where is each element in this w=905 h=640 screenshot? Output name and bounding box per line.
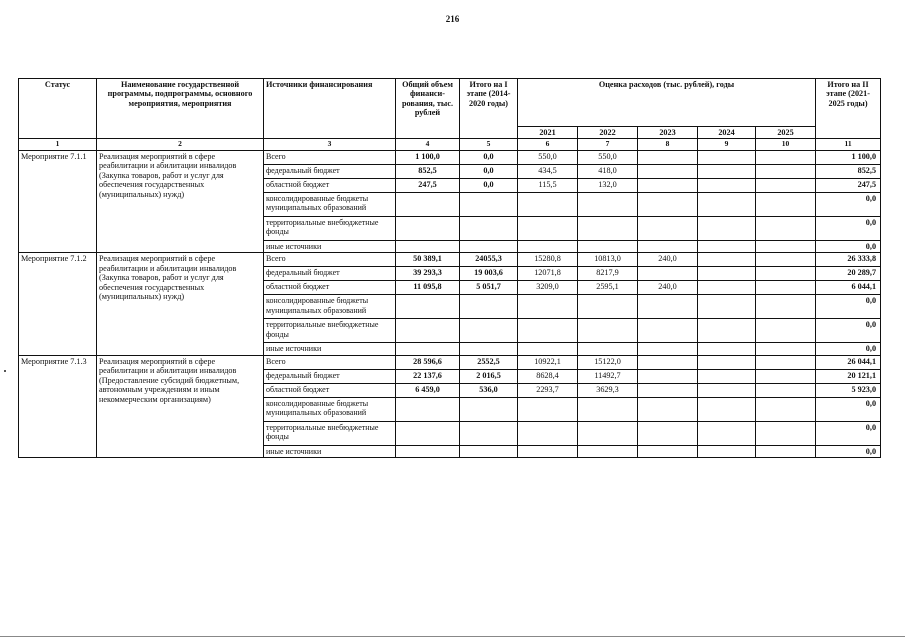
activity-status: Мероприятие 7.1.3	[19, 355, 97, 457]
cell-stage1	[460, 421, 518, 445]
cell-y2023	[638, 343, 698, 355]
cell-stage1: 2552,5	[460, 355, 518, 369]
cell-y2024	[698, 217, 756, 241]
financing-source: территориальные внебюджетные фонды	[264, 319, 396, 343]
cell-stage1: 0,0	[460, 165, 518, 179]
cell-total	[396, 217, 460, 241]
header-year: 2024	[698, 127, 756, 139]
cell-y2021: 15280,8	[518, 253, 578, 267]
column-number-row	[19, 139, 881, 151]
cell-y2021	[518, 193, 578, 217]
cell-total: 6 459,0	[396, 383, 460, 397]
cell-y2023	[638, 165, 698, 179]
cell-y2021	[518, 445, 578, 457]
financing-source: территориальные внебюджетные фонды	[264, 217, 396, 241]
cell-y2023	[638, 369, 698, 383]
column-number: 6	[518, 139, 578, 151]
cell-y2025	[756, 421, 816, 445]
financing-source: Всего	[264, 151, 396, 165]
cell-stage2: 20 121,1	[816, 369, 881, 383]
financing-source: федеральный бюджет	[264, 267, 396, 281]
column-number: 4	[396, 139, 460, 151]
header-year: 2022	[578, 127, 638, 139]
cell-y2025	[756, 369, 816, 383]
cell-y2022: 8217,9	[578, 267, 638, 281]
column-number: 8	[638, 139, 698, 151]
column-number: 7	[578, 139, 638, 151]
cell-y2022	[578, 421, 638, 445]
cell-y2023	[638, 397, 698, 421]
cell-y2021: 434,5	[518, 165, 578, 179]
cell-y2023	[638, 421, 698, 445]
cell-total: 28 596,6	[396, 355, 460, 369]
financing-source: областной бюджет	[264, 179, 396, 193]
cell-stage1: 5 051,7	[460, 281, 518, 295]
header-estimate: Оценка расходов (тыс. рублей), годы	[518, 79, 816, 127]
cell-stage2: 6 044,1	[816, 281, 881, 295]
financing-source: областной бюджет	[264, 383, 396, 397]
cell-y2024	[698, 355, 756, 369]
cell-y2022: 3629,3	[578, 383, 638, 397]
cell-y2022	[578, 319, 638, 343]
cell-total	[396, 445, 460, 457]
cell-y2025	[756, 343, 816, 355]
cell-y2024	[698, 253, 756, 267]
cell-total	[396, 319, 460, 343]
cell-y2024	[698, 193, 756, 217]
cell-stage2: 852,5	[816, 165, 881, 179]
activity-name: Реализация мероприятий в сфере реабилитации и абилитации инвалидов (Закупка товаров, работ и услуг для обеспечения государственных (муниципальных) нужд)	[97, 151, 264, 253]
cell-stage1	[460, 193, 518, 217]
header-sources: Источники финансирования	[264, 79, 396, 139]
activity-name: Реализация мероприятий в сфере реабилитации и абилитации инвалидов (Предоставление субсидий бюджетным, автономным учреждениям и иным некоммерческим организациям)	[97, 355, 264, 457]
cell-stage2: 0,0	[816, 217, 881, 241]
cell-y2025	[756, 295, 816, 319]
cell-y2021	[518, 343, 578, 355]
cell-y2024	[698, 421, 756, 445]
cell-total: 11 095,8	[396, 281, 460, 295]
cell-y2023	[638, 267, 698, 281]
cell-y2024	[698, 281, 756, 295]
header-year: 2021	[518, 127, 578, 139]
cell-y2022: 10813,0	[578, 253, 638, 267]
cell-total: 39 293,3	[396, 267, 460, 281]
cell-y2022	[578, 343, 638, 355]
margin-mark	[4, 370, 6, 372]
financing-source: иные источники	[264, 343, 396, 355]
financing-source: территориальные внебюджетные фонды	[264, 421, 396, 445]
cell-y2024	[698, 369, 756, 383]
cell-stage2: 0,0	[816, 421, 881, 445]
cell-y2024	[698, 151, 756, 165]
column-number: 2	[97, 139, 264, 151]
cell-y2025	[756, 241, 816, 253]
financing-table	[18, 78, 881, 458]
cell-y2023	[638, 151, 698, 165]
financing-source: Всего	[264, 355, 396, 369]
financing-source: иные источники	[264, 445, 396, 457]
cell-y2022	[578, 445, 638, 457]
cell-stage2: 0,0	[816, 241, 881, 253]
table-header	[19, 79, 881, 151]
cell-y2023	[638, 241, 698, 253]
cell-y2022	[578, 241, 638, 253]
cell-stage2: 0,0	[816, 319, 881, 343]
cell-y2025	[756, 193, 816, 217]
cell-y2025	[756, 383, 816, 397]
header-year: 2025	[756, 127, 816, 139]
financing-source: консолидированные бюджеты муниципальных образований	[264, 295, 396, 319]
financing-source: федеральный бюджет	[264, 165, 396, 179]
cell-y2024	[698, 295, 756, 319]
cell-y2022: 15122,0	[578, 355, 638, 369]
cell-stage1: 19 003,6	[460, 267, 518, 281]
cell-total	[396, 343, 460, 355]
financing-source: консолидированные бюджеты муниципальных образований	[264, 397, 396, 421]
cell-y2021: 10922,1	[518, 355, 578, 369]
header-year: 2023	[638, 127, 698, 139]
cell-y2021: 12071,8	[518, 267, 578, 281]
financing-source: областной бюджет	[264, 281, 396, 295]
activity-name: Реализация мероприятий в сфере реабилитации и абилитации инвалидов (Закупка товаров, работ и услуг для обеспечения государственных (муниципальных) нужд)	[97, 253, 264, 355]
cell-y2024	[698, 319, 756, 343]
cell-y2022: 418,0	[578, 165, 638, 179]
cell-y2023	[638, 217, 698, 241]
table-body	[19, 151, 881, 458]
cell-y2024	[698, 445, 756, 457]
financing-source: консолидированные бюджеты муниципальных образований	[264, 193, 396, 217]
cell-y2023	[638, 383, 698, 397]
cell-total	[396, 241, 460, 253]
cell-total: 50 389,1	[396, 253, 460, 267]
cell-y2024	[698, 383, 756, 397]
cell-stage1	[460, 319, 518, 343]
cell-y2021	[518, 421, 578, 445]
cell-y2023	[638, 319, 698, 343]
cell-total	[396, 421, 460, 445]
cell-y2024	[698, 343, 756, 355]
cell-total: 22 137,6	[396, 369, 460, 383]
cell-y2025	[756, 217, 816, 241]
cell-y2021	[518, 295, 578, 319]
header-status: Статус	[19, 79, 97, 139]
cell-total	[396, 397, 460, 421]
cell-stage1	[460, 241, 518, 253]
column-number: 3	[264, 139, 396, 151]
cell-y2023	[638, 295, 698, 319]
cell-y2024	[698, 397, 756, 421]
cell-y2022	[578, 193, 638, 217]
cell-y2024	[698, 179, 756, 193]
page-number: 216	[445, 14, 460, 24]
cell-y2022	[578, 217, 638, 241]
cell-y2025	[756, 165, 816, 179]
cell-stage1: 24055,3	[460, 253, 518, 267]
cell-y2022	[578, 295, 638, 319]
financing-source: федеральный бюджет	[264, 369, 396, 383]
cell-y2023	[638, 179, 698, 193]
cell-y2023: 240,0	[638, 281, 698, 295]
cell-stage2: 26 044,1	[816, 355, 881, 369]
header-name: Наименование государственной программы, подпрограммы, основного мероприятия, мероприятия	[97, 79, 264, 139]
cell-y2022: 11492,7	[578, 369, 638, 383]
cell-stage2: 0,0	[816, 343, 881, 355]
cell-y2021	[518, 217, 578, 241]
cell-stage1	[460, 295, 518, 319]
cell-stage2: 0,0	[816, 397, 881, 421]
cell-stage1	[460, 445, 518, 457]
table-row	[19, 355, 881, 369]
cell-y2023: 240,0	[638, 253, 698, 267]
cell-y2025	[756, 355, 816, 369]
column-number: 11	[816, 139, 881, 151]
cell-y2024	[698, 267, 756, 281]
cell-stage2: 247,5	[816, 179, 881, 193]
financing-source: иные источники	[264, 241, 396, 253]
cell-total	[396, 295, 460, 319]
financing-source: Всего	[264, 253, 396, 267]
cell-y2022	[578, 397, 638, 421]
cell-y2024	[698, 165, 756, 179]
cell-y2021	[518, 397, 578, 421]
cell-y2023	[638, 355, 698, 369]
cell-y2023	[638, 193, 698, 217]
cell-stage2: 20 289,7	[816, 267, 881, 281]
cell-y2025	[756, 319, 816, 343]
activity-status: Мероприятие 7.1.2	[19, 253, 97, 355]
cell-y2025	[756, 253, 816, 267]
cell-stage2: 5 923,0	[816, 383, 881, 397]
cell-y2021: 3209,0	[518, 281, 578, 295]
cell-stage1: 0,0	[460, 151, 518, 165]
cell-stage1: 0,0	[460, 179, 518, 193]
table-row	[19, 151, 881, 165]
cell-stage2: 0,0	[816, 445, 881, 457]
cell-stage1	[460, 397, 518, 421]
column-number: 5	[460, 139, 518, 151]
cell-y2023	[638, 445, 698, 457]
column-number: 9	[698, 139, 756, 151]
cell-stage2: 0,0	[816, 295, 881, 319]
cell-y2021: 2293,7	[518, 383, 578, 397]
column-number: 10	[756, 139, 816, 151]
cell-y2021: 8628,4	[518, 369, 578, 383]
cell-y2021	[518, 241, 578, 253]
cell-y2022: 550,0	[578, 151, 638, 165]
cell-stage1: 536,0	[460, 383, 518, 397]
table-row	[19, 253, 881, 267]
cell-stage2: 1 100,0	[816, 151, 881, 165]
cell-stage2: 26 333,8	[816, 253, 881, 267]
cell-total: 247,5	[396, 179, 460, 193]
cell-y2022: 132,0	[578, 179, 638, 193]
cell-y2025	[756, 281, 816, 295]
header-stage2: Итого на II этапе (2021-2025 годы)	[816, 79, 881, 139]
header-stage1: Итого на I этапе (2014-2020 годы)	[460, 79, 518, 139]
cell-y2025	[756, 445, 816, 457]
column-number: 1	[19, 139, 97, 151]
cell-y2025	[756, 179, 816, 193]
cell-y2021: 550,0	[518, 151, 578, 165]
cell-y2025	[756, 151, 816, 165]
cell-stage2: 0,0	[816, 193, 881, 217]
cell-total: 852,5	[396, 165, 460, 179]
cell-total: 1 100,0	[396, 151, 460, 165]
cell-y2025	[756, 267, 816, 281]
cell-stage1	[460, 343, 518, 355]
activity-status: Мероприятие 7.1.1	[19, 151, 97, 253]
cell-y2025	[756, 397, 816, 421]
cell-y2021: 115,5	[518, 179, 578, 193]
cell-y2024	[698, 241, 756, 253]
cell-stage1	[460, 217, 518, 241]
cell-y2022: 2595,1	[578, 281, 638, 295]
cell-total	[396, 193, 460, 217]
page-bottom-edge	[0, 636, 905, 637]
cell-stage1: 2 016,5	[460, 369, 518, 383]
header-total: Общий объем финанси-рования, тыс. рублей	[396, 79, 460, 139]
cell-y2021	[518, 319, 578, 343]
